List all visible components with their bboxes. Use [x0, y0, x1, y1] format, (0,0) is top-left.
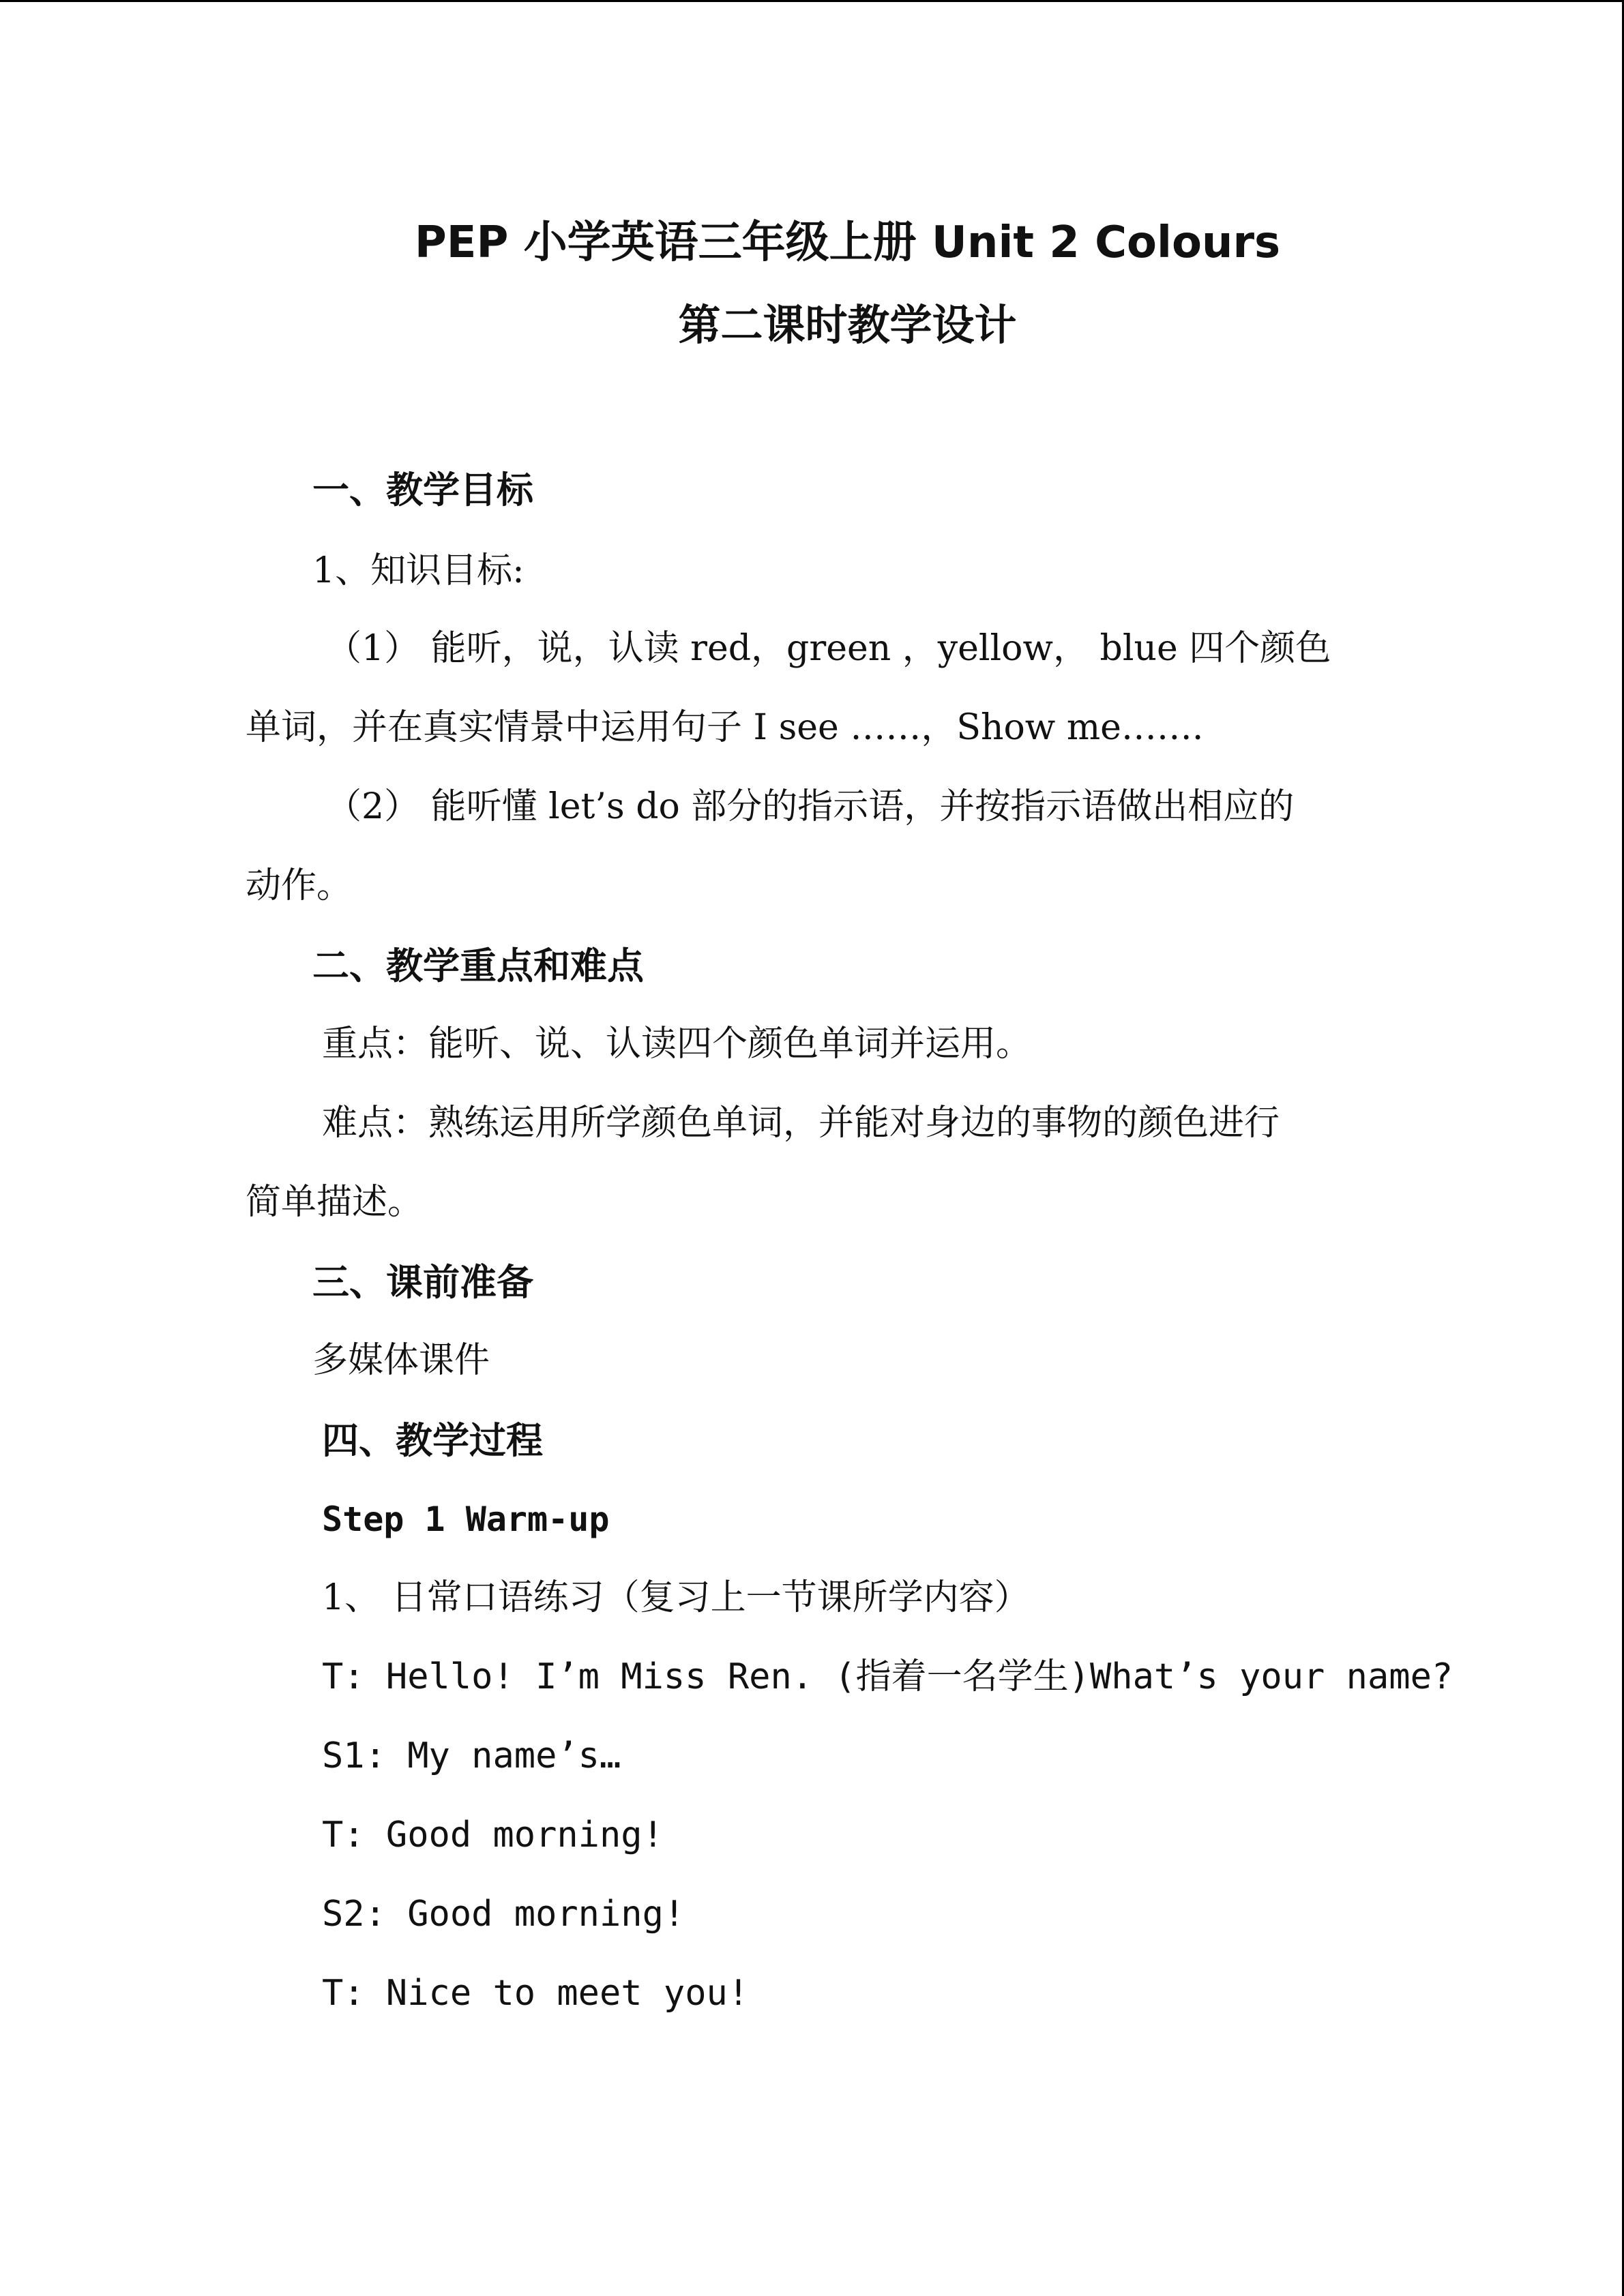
section-heading-objectives: 一、教学目标	[312, 468, 533, 511]
step-1-heading: Step 1 Warm-up	[322, 1500, 610, 1539]
key-point-text: 重点：能听、说、认读四个颜色单词并运用。	[322, 1024, 1032, 1064]
section-heading-procedure: 四、教学过程	[322, 1418, 543, 1462]
objective-1-line-2: 单词，并在真实情景中运用句子 I see ……，Show me…….	[246, 707, 1204, 748]
objective-1-line-1: （1） 能听，说，认读 red，green ，yellow， blue 四个颜色	[326, 628, 1331, 669]
preparation-content: 多媒体课件	[312, 1340, 490, 1381]
dialogue-line: T: Good morning!	[322, 1815, 664, 1855]
dialogue-line: S1: My name’s…	[322, 1735, 621, 1776]
dialogue-line: S2: Good morning!	[322, 1894, 685, 1935]
page-top-border	[0, 0, 1624, 2]
difficulty-line-2: 简单描述。	[246, 1182, 424, 1223]
objective-2-line-1: （2） 能听懂 let’s do 部分的指示语，并按指示语做出相应的	[326, 786, 1295, 827]
objective-2-line-2: 动作。	[246, 865, 353, 906]
dialogue-line: T: Nice to meet you!	[322, 1973, 750, 2014]
objective-item-knowledge: 1、知识目标:	[312, 550, 525, 591]
procedure-item-1: 1、 日常口语练习（复习上一节课所学内容）	[322, 1577, 1030, 1618]
document-title: PEP 小学英语三年级上册 Unit 2 Colours	[414, 218, 1281, 268]
difficulty-line-1: 难点：熟练运用所学颜色单词，并能对身边的事物的颜色进行	[322, 1103, 1280, 1144]
section-heading-key-points: 二、教学重点和难点	[312, 944, 644, 987]
document-subtitle: 第二课时教学设计	[678, 300, 1017, 350]
section-heading-preparation: 三、课前准备	[312, 1260, 533, 1304]
dialogue-line: T: Hello! I’m Miss Ren. (指着一名学生)What’s your name?	[322, 1656, 1453, 1697]
